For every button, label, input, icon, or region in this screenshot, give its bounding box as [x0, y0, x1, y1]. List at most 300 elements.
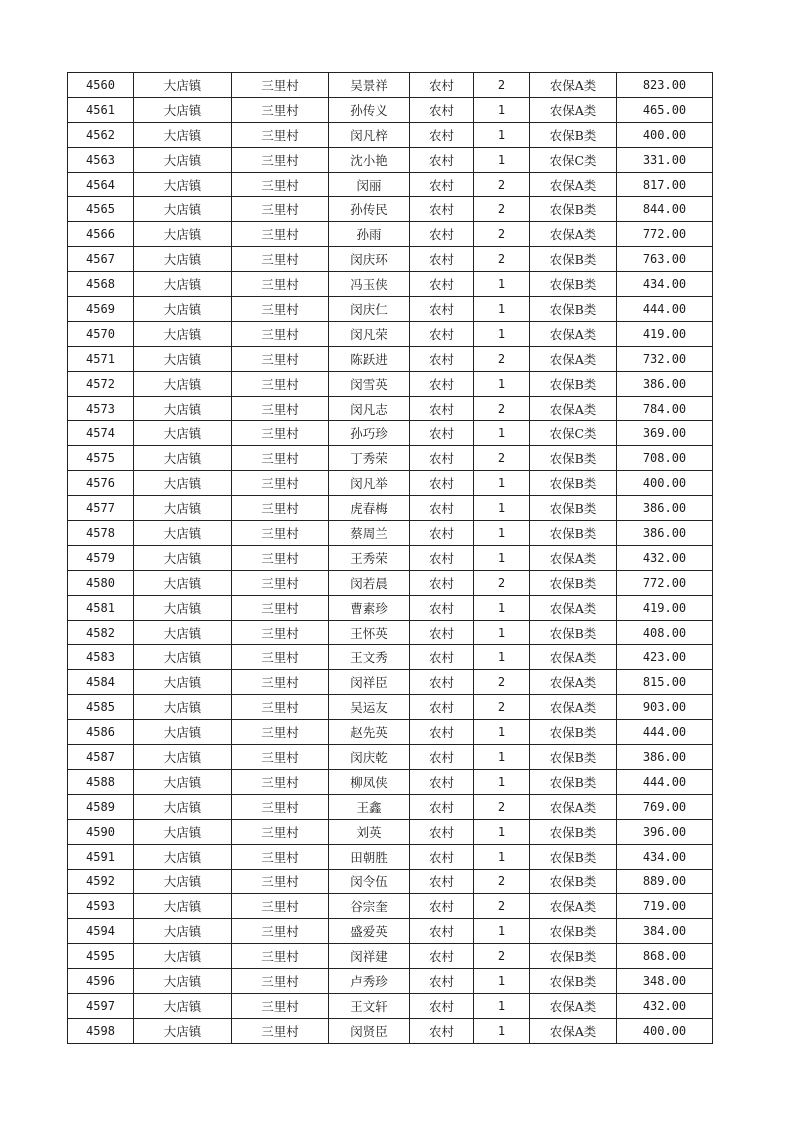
cell-amount: 400.00	[617, 122, 713, 147]
cell-category: 农保A类	[530, 993, 617, 1018]
cell-amount: 434.00	[617, 844, 713, 869]
cell-category: 农保A类	[530, 645, 617, 670]
table-row	[68, 97, 713, 122]
cell-town: 大店镇	[134, 819, 232, 844]
cell-village: 三里村	[232, 97, 329, 122]
cell-category: 农保A类	[530, 670, 617, 695]
cell-town: 大店镇	[134, 321, 232, 346]
cell-village: 三里村	[232, 197, 329, 222]
cell-amount: 772.00	[617, 222, 713, 247]
cell-name: 闵庆仁	[329, 297, 410, 322]
cell-category: 农保A类	[530, 894, 617, 919]
cell-village: 三里村	[232, 819, 329, 844]
cell-type: 农村	[410, 745, 474, 770]
cell-count: 2	[474, 73, 530, 98]
table-row	[68, 769, 713, 794]
cell-name: 闵凡梓	[329, 122, 410, 147]
cell-amount: 331.00	[617, 147, 713, 172]
cell-category: 农保B类	[530, 197, 617, 222]
table-row	[68, 844, 713, 869]
cell-village: 三里村	[232, 844, 329, 869]
cell-town: 大店镇	[134, 172, 232, 197]
cell-name: 柳凤侠	[329, 769, 410, 794]
cell-count: 2	[474, 794, 530, 819]
cell-count: 1	[474, 321, 530, 346]
cell-name: 闵凡荣	[329, 321, 410, 346]
cell-amount: 772.00	[617, 570, 713, 595]
cell-type: 农村	[410, 396, 474, 421]
cell-name: 冯玉侠	[329, 272, 410, 297]
cell-name: 闵令伍	[329, 869, 410, 894]
cell-village: 三里村	[232, 919, 329, 944]
cell-count: 2	[474, 172, 530, 197]
cell-town: 大店镇	[134, 969, 232, 994]
cell-name: 陈跃进	[329, 346, 410, 371]
cell-type: 农村	[410, 97, 474, 122]
cell-count: 2	[474, 197, 530, 222]
cell-name: 谷宗奎	[329, 894, 410, 919]
cell-id: 4574	[68, 421, 134, 446]
cell-town: 大店镇	[134, 993, 232, 1018]
cell-category: 农保B类	[530, 844, 617, 869]
cell-type: 农村	[410, 272, 474, 297]
cell-type: 农村	[410, 321, 474, 346]
cell-town: 大店镇	[134, 222, 232, 247]
cell-name: 吴运友	[329, 695, 410, 720]
cell-name: 闵贤臣	[329, 1018, 410, 1043]
cell-type: 农村	[410, 819, 474, 844]
cell-category: 农保A类	[530, 1018, 617, 1043]
cell-amount: 408.00	[617, 620, 713, 645]
cell-category: 农保B类	[530, 769, 617, 794]
cell-village: 三里村	[232, 73, 329, 98]
cell-type: 农村	[410, 944, 474, 969]
table-row	[68, 894, 713, 919]
table-row	[68, 471, 713, 496]
cell-name: 王秀荣	[329, 545, 410, 570]
cell-count: 2	[474, 869, 530, 894]
cell-type: 农村	[410, 446, 474, 471]
cell-count: 1	[474, 496, 530, 521]
cell-category: 农保B类	[530, 969, 617, 994]
cell-town: 大店镇	[134, 645, 232, 670]
cell-village: 三里村	[232, 969, 329, 994]
cell-category: 农保A类	[530, 172, 617, 197]
cell-village: 三里村	[232, 521, 329, 546]
cell-category: 农保A类	[530, 695, 617, 720]
cell-id: 4589	[68, 794, 134, 819]
cell-count: 1	[474, 745, 530, 770]
cell-id: 4561	[68, 97, 134, 122]
cell-village: 三里村	[232, 570, 329, 595]
cell-id: 4566	[68, 222, 134, 247]
cell-count: 2	[474, 222, 530, 247]
table-row	[68, 645, 713, 670]
cell-name: 闵庆乾	[329, 745, 410, 770]
cell-village: 三里村	[232, 595, 329, 620]
cell-village: 三里村	[232, 695, 329, 720]
cell-category: 农保C类	[530, 421, 617, 446]
cell-type: 农村	[410, 247, 474, 272]
cell-town: 大店镇	[134, 1018, 232, 1043]
cell-count: 1	[474, 645, 530, 670]
cell-category: 农保B类	[530, 745, 617, 770]
cell-name: 吴景祥	[329, 73, 410, 98]
cell-town: 大店镇	[134, 247, 232, 272]
cell-village: 三里村	[232, 172, 329, 197]
records-table	[67, 72, 713, 1044]
cell-category: 农保B类	[530, 819, 617, 844]
cell-count: 2	[474, 446, 530, 471]
cell-count: 1	[474, 919, 530, 944]
cell-town: 大店镇	[134, 720, 232, 745]
cell-type: 农村	[410, 894, 474, 919]
cell-type: 农村	[410, 297, 474, 322]
cell-id: 4564	[68, 172, 134, 197]
table-row	[68, 993, 713, 1018]
cell-type: 农村	[410, 222, 474, 247]
cell-category: 农保B类	[530, 122, 617, 147]
cell-amount: 732.00	[617, 346, 713, 371]
cell-id: 4567	[68, 247, 134, 272]
cell-type: 农村	[410, 570, 474, 595]
cell-category: 农保B类	[530, 720, 617, 745]
cell-count: 1	[474, 969, 530, 994]
cell-name: 闵丽	[329, 172, 410, 197]
cell-id: 4580	[68, 570, 134, 595]
cell-amount: 419.00	[617, 595, 713, 620]
cell-amount: 400.00	[617, 1018, 713, 1043]
table-row	[68, 396, 713, 421]
cell-type: 农村	[410, 172, 474, 197]
cell-amount: 432.00	[617, 993, 713, 1018]
table-row	[68, 819, 713, 844]
cell-id: 4592	[68, 869, 134, 894]
cell-town: 大店镇	[134, 346, 232, 371]
table-row	[68, 446, 713, 471]
cell-id: 4586	[68, 720, 134, 745]
cell-village: 三里村	[232, 745, 329, 770]
cell-category: 农保A类	[530, 595, 617, 620]
cell-village: 三里村	[232, 496, 329, 521]
cell-type: 农村	[410, 73, 474, 98]
cell-name: 孙巧珍	[329, 421, 410, 446]
cell-amount: 348.00	[617, 969, 713, 994]
cell-category: 农保B类	[530, 272, 617, 297]
table-row	[68, 944, 713, 969]
cell-category: 农保B类	[530, 869, 617, 894]
cell-amount: 396.00	[617, 819, 713, 844]
cell-amount: 444.00	[617, 720, 713, 745]
cell-town: 大店镇	[134, 745, 232, 770]
cell-type: 农村	[410, 769, 474, 794]
cell-village: 三里村	[232, 720, 329, 745]
cell-town: 大店镇	[134, 272, 232, 297]
cell-id: 4563	[68, 147, 134, 172]
cell-category: 农保A类	[530, 346, 617, 371]
cell-village: 三里村	[232, 321, 329, 346]
cell-count: 1	[474, 844, 530, 869]
table-row	[68, 570, 713, 595]
cell-amount: 763.00	[617, 247, 713, 272]
cell-count: 2	[474, 695, 530, 720]
cell-town: 大店镇	[134, 73, 232, 98]
cell-amount: 386.00	[617, 745, 713, 770]
cell-type: 农村	[410, 645, 474, 670]
cell-amount: 386.00	[617, 496, 713, 521]
cell-id: 4573	[68, 396, 134, 421]
cell-name: 闵祥建	[329, 944, 410, 969]
table-row	[68, 745, 713, 770]
cell-type: 农村	[410, 844, 474, 869]
table-row	[68, 869, 713, 894]
cell-id: 4595	[68, 944, 134, 969]
table-row	[68, 1018, 713, 1043]
cell-town: 大店镇	[134, 844, 232, 869]
cell-count: 1	[474, 421, 530, 446]
cell-amount: 889.00	[617, 869, 713, 894]
cell-id: 4578	[68, 521, 134, 546]
cell-village: 三里村	[232, 993, 329, 1018]
cell-category: 农保A类	[530, 321, 617, 346]
cell-count: 2	[474, 346, 530, 371]
cell-town: 大店镇	[134, 869, 232, 894]
cell-village: 三里村	[232, 620, 329, 645]
cell-name: 闵凡举	[329, 471, 410, 496]
cell-name: 王文轩	[329, 993, 410, 1018]
cell-type: 农村	[410, 620, 474, 645]
cell-count: 2	[474, 396, 530, 421]
cell-id: 4596	[68, 969, 134, 994]
cell-town: 大店镇	[134, 421, 232, 446]
cell-count: 2	[474, 944, 530, 969]
cell-count: 1	[474, 97, 530, 122]
cell-type: 农村	[410, 1018, 474, 1043]
table-row	[68, 496, 713, 521]
cell-count: 1	[474, 819, 530, 844]
table-row	[68, 147, 713, 172]
cell-count: 1	[474, 993, 530, 1018]
cell-town: 大店镇	[134, 396, 232, 421]
cell-id: 4583	[68, 645, 134, 670]
cell-town: 大店镇	[134, 371, 232, 396]
cell-id: 4565	[68, 197, 134, 222]
cell-name: 闵凡志	[329, 396, 410, 421]
cell-count: 1	[474, 595, 530, 620]
cell-category: 农保A类	[530, 545, 617, 570]
cell-id: 4560	[68, 73, 134, 98]
cell-town: 大店镇	[134, 695, 232, 720]
table-row	[68, 321, 713, 346]
cell-amount: 400.00	[617, 471, 713, 496]
cell-town: 大店镇	[134, 894, 232, 919]
cell-count: 1	[474, 147, 530, 172]
cell-count: 2	[474, 570, 530, 595]
cell-type: 农村	[410, 521, 474, 546]
cell-type: 农村	[410, 371, 474, 396]
cell-town: 大店镇	[134, 496, 232, 521]
cell-amount: 444.00	[617, 769, 713, 794]
table-row	[68, 222, 713, 247]
table-row	[68, 545, 713, 570]
cell-id: 4581	[68, 595, 134, 620]
cell-category: 农保A类	[530, 396, 617, 421]
cell-count: 1	[474, 521, 530, 546]
cell-type: 农村	[410, 969, 474, 994]
cell-amount: 444.00	[617, 297, 713, 322]
cell-village: 三里村	[232, 670, 329, 695]
table-body	[68, 73, 713, 1044]
cell-town: 大店镇	[134, 97, 232, 122]
cell-town: 大店镇	[134, 570, 232, 595]
cell-village: 三里村	[232, 247, 329, 272]
cell-town: 大店镇	[134, 794, 232, 819]
cell-count: 1	[474, 297, 530, 322]
cell-type: 农村	[410, 869, 474, 894]
table-row	[68, 247, 713, 272]
cell-village: 三里村	[232, 645, 329, 670]
cell-amount: 903.00	[617, 695, 713, 720]
cell-count: 2	[474, 894, 530, 919]
table-row	[68, 695, 713, 720]
table-row	[68, 521, 713, 546]
cell-village: 三里村	[232, 421, 329, 446]
cell-name: 盛爱英	[329, 919, 410, 944]
cell-town: 大店镇	[134, 446, 232, 471]
table-row	[68, 620, 713, 645]
table-row	[68, 197, 713, 222]
cell-town: 大店镇	[134, 147, 232, 172]
cell-type: 农村	[410, 794, 474, 819]
table-row	[68, 272, 713, 297]
cell-category: 农保B类	[530, 521, 617, 546]
cell-type: 农村	[410, 720, 474, 745]
cell-count: 1	[474, 720, 530, 745]
cell-amount: 769.00	[617, 794, 713, 819]
cell-town: 大店镇	[134, 122, 232, 147]
cell-type: 农村	[410, 421, 474, 446]
cell-town: 大店镇	[134, 769, 232, 794]
cell-id: 4582	[68, 620, 134, 645]
cell-name: 田朝胜	[329, 844, 410, 869]
cell-category: 农保B类	[530, 944, 617, 969]
cell-amount: 708.00	[617, 446, 713, 471]
table-row	[68, 122, 713, 147]
cell-name: 刘英	[329, 819, 410, 844]
cell-village: 三里村	[232, 794, 329, 819]
table-row	[68, 919, 713, 944]
cell-town: 大店镇	[134, 197, 232, 222]
cell-id: 4577	[68, 496, 134, 521]
cell-name: 闵祥臣	[329, 670, 410, 695]
cell-village: 三里村	[232, 396, 329, 421]
cell-amount: 369.00	[617, 421, 713, 446]
cell-name: 王鑫	[329, 794, 410, 819]
cell-amount: 844.00	[617, 197, 713, 222]
cell-town: 大店镇	[134, 595, 232, 620]
cell-category: 农保C类	[530, 147, 617, 172]
cell-type: 农村	[410, 471, 474, 496]
cell-category: 农保B类	[530, 446, 617, 471]
cell-name: 曹素珍	[329, 595, 410, 620]
cell-count: 1	[474, 371, 530, 396]
cell-id: 4570	[68, 321, 134, 346]
cell-count: 1	[474, 122, 530, 147]
cell-id: 4572	[68, 371, 134, 396]
cell-count: 2	[474, 247, 530, 272]
cell-name: 王文秀	[329, 645, 410, 670]
cell-village: 三里村	[232, 272, 329, 297]
cell-count: 1	[474, 545, 530, 570]
cell-name: 孙传民	[329, 197, 410, 222]
cell-type: 农村	[410, 197, 474, 222]
cell-name: 孙传义	[329, 97, 410, 122]
table-row	[68, 720, 713, 745]
cell-name: 蔡周兰	[329, 521, 410, 546]
cell-amount: 419.00	[617, 321, 713, 346]
cell-name: 王怀英	[329, 620, 410, 645]
cell-category: 农保A类	[530, 222, 617, 247]
cell-town: 大店镇	[134, 471, 232, 496]
cell-name: 赵先英	[329, 720, 410, 745]
table-row	[68, 346, 713, 371]
cell-town: 大店镇	[134, 545, 232, 570]
cell-name: 闵雪英	[329, 371, 410, 396]
cell-amount: 423.00	[617, 645, 713, 670]
cell-count: 1	[474, 1018, 530, 1043]
cell-type: 农村	[410, 496, 474, 521]
cell-type: 农村	[410, 595, 474, 620]
table-row	[68, 670, 713, 695]
table-row	[68, 172, 713, 197]
cell-amount: 784.00	[617, 396, 713, 421]
cell-count: 2	[474, 670, 530, 695]
cell-name: 闵庆环	[329, 247, 410, 272]
cell-id: 4598	[68, 1018, 134, 1043]
cell-village: 三里村	[232, 297, 329, 322]
cell-id: 4576	[68, 471, 134, 496]
cell-id: 4587	[68, 745, 134, 770]
cell-village: 三里村	[232, 147, 329, 172]
cell-type: 农村	[410, 670, 474, 695]
cell-amount: 815.00	[617, 670, 713, 695]
cell-id: 4585	[68, 695, 134, 720]
cell-amount: 823.00	[617, 73, 713, 98]
cell-village: 三里村	[232, 346, 329, 371]
cell-category: 农保A类	[530, 794, 617, 819]
cell-id: 4584	[68, 670, 134, 695]
cell-name: 闵若晨	[329, 570, 410, 595]
cell-town: 大店镇	[134, 620, 232, 645]
cell-id: 4562	[68, 122, 134, 147]
table-row	[68, 371, 713, 396]
cell-type: 农村	[410, 147, 474, 172]
cell-type: 农村	[410, 122, 474, 147]
cell-category: 农保A类	[530, 73, 617, 98]
cell-amount: 465.00	[617, 97, 713, 122]
cell-category: 农保B类	[530, 297, 617, 322]
cell-village: 三里村	[232, 545, 329, 570]
cell-id: 4575	[68, 446, 134, 471]
cell-id: 4571	[68, 346, 134, 371]
cell-village: 三里村	[232, 222, 329, 247]
table-row	[68, 73, 713, 98]
cell-id: 4590	[68, 819, 134, 844]
cell-village: 三里村	[232, 769, 329, 794]
cell-name: 卢秀珍	[329, 969, 410, 994]
cell-category: 农保B类	[530, 371, 617, 396]
cell-amount: 434.00	[617, 272, 713, 297]
